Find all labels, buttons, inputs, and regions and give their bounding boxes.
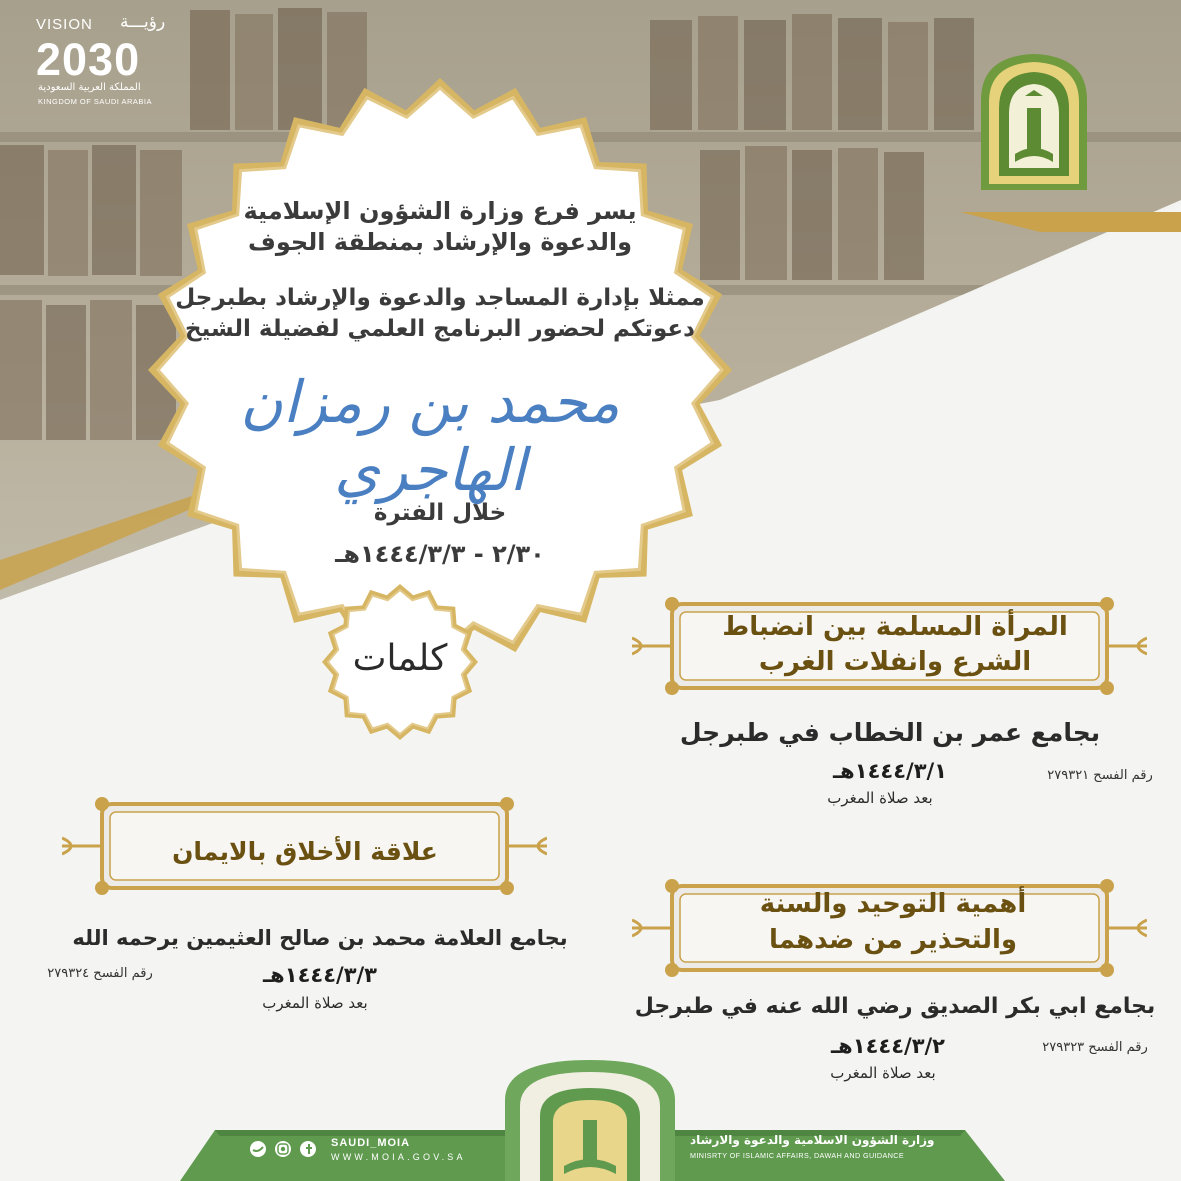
vision-label-ar: رؤيـــة: [120, 12, 166, 32]
footer-handle[interactable]: SAUDI_MOIA: [331, 1137, 411, 1149]
lecture-3-title-line-1: أهمية التوحيد والسنة: [759, 889, 1027, 919]
lecture-2-permit: رقم الفسح ٢٧٩٣٢٤: [47, 966, 153, 981]
lecture-3-permit: رقم الفسح ٢٧٩٣٢٣: [1042, 1040, 1148, 1055]
period-label: خلال الفترة: [373, 500, 507, 526]
footer-ministry-en: MINISRTY OF ISLAMIC AFFAIRS, DAWAH AND GUIDANCE: [690, 1151, 905, 1160]
type-label: كلمات: [352, 638, 448, 679]
lecture-1-permit: رقم الفسح ٢٧٩٣٢١: [1047, 768, 1153, 783]
social-icons: [248, 1139, 320, 1159]
gold-stripe: [960, 212, 1181, 232]
twitter-icon: [250, 1141, 266, 1157]
vision-label: VISION: [36, 16, 93, 33]
lecture-2-time: بعد صلاة المغرب: [262, 994, 368, 1012]
sub-line-1: ممثلا بإدارة المساجد والدعوة والإرشاد بطبرجل: [175, 285, 705, 311]
lecture-1-time: بعد صلاة المغرب: [827, 789, 933, 807]
lecture-2-title: [95, 834, 515, 869]
lecture-1-date: ١٤٤٤/٣/١هـ: [833, 759, 947, 783]
lecture-3-title-line-2: والتحذير من ضدهما: [768, 925, 1018, 955]
period-dates: ٢/٣٠ - ١٤٤٤/٣/٣هـ: [335, 540, 545, 568]
lecture-2-title-line-1: علاقة الأخلاق بالايمان: [172, 837, 438, 866]
lecture-1-venue: بجامع عمر بن الخطاب في طبرجل: [679, 718, 1101, 747]
invitation-sub: [150, 283, 730, 345]
lecture-1-title: [690, 610, 1100, 680]
kingdom-ar: المملكة العربية السعودية: [38, 82, 141, 93]
lecture-2-venue: بجامع العلامة محمد بن صالح العثيمين يرحمه الله: [72, 926, 568, 950]
intro-line-1: يسر فرع وزارة الشؤون الإسلامية: [243, 197, 637, 225]
footer-bar: [0, 1060, 1181, 1181]
instagram-icon: [275, 1141, 291, 1157]
lecture-3-date: ١٤٤٤/٣/٢هـ: [831, 1034, 945, 1058]
ministry-emblem-icon: [975, 50, 1093, 192]
lecture-1-title-line-2: الشرع وانفلات الغرب: [758, 647, 1032, 677]
sheikh-name: محمد بن رمزان الهاجري: [240, 368, 620, 504]
lecture-2-date: ١٤٤٤/٣/٣هـ: [263, 963, 377, 987]
vision-year: 2030: [36, 34, 141, 85]
lecture-3-venue: بجامع ابي بكر الصديق رضي الله عنه في طبرجل: [634, 994, 1156, 1019]
footer-website[interactable]: WWW.MOIA.GOV.SA: [331, 1152, 466, 1162]
facebook-icon: [300, 1141, 316, 1157]
sub-line-2: دعوتكم لحضور البرنامج العلمي لفضيلة الشيخ: [185, 316, 695, 342]
kingdom-en: KINGDOM OF SAUDI ARABIA: [38, 97, 153, 106]
footer-ministry-ar: وزارة الشؤون الاسلامية والدعوة والارشاد: [690, 1133, 935, 1147]
lecture-3-title: [688, 886, 1098, 958]
lecture-1-title-line-1: المرأة المسلمة بين انضباط: [722, 612, 1068, 642]
invitation-intro: [200, 196, 680, 258]
intro-line-2: والدعوة والإرشاد بمنطقة الجوف: [247, 228, 633, 256]
lecture-3-time: بعد صلاة المغرب: [830, 1064, 936, 1082]
